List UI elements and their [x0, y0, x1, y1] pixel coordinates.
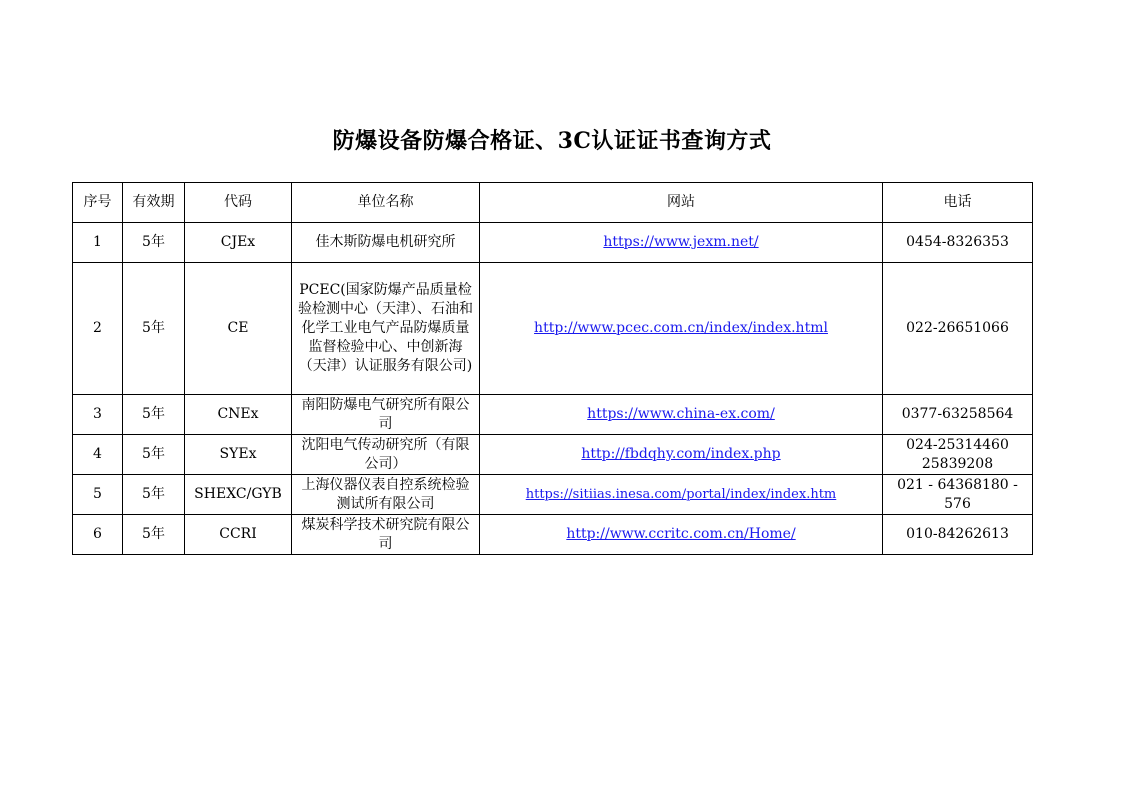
- row-no: 6: [73, 515, 123, 555]
- row-code: CCRI: [185, 515, 292, 555]
- row-unit: PCEC(国家防爆产品质量检验检测中心（天津）、石油和化学工业电气产品防爆质量监督检验中心、中创新海（天津）认证服务有限公司): [292, 263, 480, 395]
- website-link[interactable]: http://fbdqhy.com/index.php: [581, 446, 781, 462]
- page-title: 防爆设备防爆合格证、3C认证证书查询方式: [332, 128, 772, 154]
- table-header-row: [73, 183, 1033, 223]
- row-validity: 5年: [123, 475, 185, 515]
- row-validity: 5年: [123, 263, 185, 395]
- row-website: [480, 263, 883, 395]
- row-code: SYEx: [185, 435, 292, 475]
- row-website: [480, 395, 883, 435]
- row-website: [480, 515, 883, 555]
- header-phone: 电话: [883, 183, 1033, 223]
- row-phone: 010-84262613: [883, 515, 1033, 555]
- certificate-query-table: [72, 182, 1033, 555]
- row-no: 1: [73, 223, 123, 263]
- row-validity: 5年: [123, 435, 185, 475]
- header-no: 序号: [73, 183, 123, 223]
- row-unit: 煤炭科学技术研究院有限公司: [292, 515, 480, 555]
- row-no: 5: [73, 475, 123, 515]
- row-phone: 024-25314460 25839208: [883, 435, 1033, 475]
- row-website: [480, 223, 883, 263]
- row-unit: 南阳防爆电气研究所有限公司: [292, 395, 480, 435]
- row-phone: 021 - 64368180 - 576: [883, 475, 1033, 515]
- row-website: [480, 435, 883, 475]
- row-validity: 5年: [123, 515, 185, 555]
- row-code: CE: [185, 263, 292, 395]
- row-code: SHEXC/GYB: [185, 475, 292, 515]
- row-phone: 0377-63258564: [883, 395, 1033, 435]
- table-row: [73, 395, 1033, 435]
- row-code: CJEx: [185, 223, 292, 263]
- website-link[interactable]: https://www.jexm.net/: [603, 234, 759, 250]
- row-website: [480, 475, 883, 515]
- row-unit: 佳木斯防爆电机研究所: [292, 223, 480, 263]
- row-code: CNEx: [185, 395, 292, 435]
- row-phone: 022-26651066: [883, 263, 1033, 395]
- table-row: [73, 223, 1033, 263]
- table-row: [73, 263, 1033, 395]
- row-no: 2: [73, 263, 123, 395]
- row-validity: 5年: [123, 223, 185, 263]
- website-link[interactable]: http://www.ccritc.com.cn/Home/: [566, 526, 796, 542]
- website-link[interactable]: http://www.pcec.com.cn/index/index.html: [534, 320, 828, 336]
- header-code: 代码: [185, 183, 292, 223]
- row-phone: 0454-8326353: [883, 223, 1033, 263]
- website-link[interactable]: https://sitiias.inesa.com/portal/index/index.htm: [525, 487, 837, 502]
- table-row: [73, 435, 1033, 475]
- row-validity: 5年: [123, 395, 185, 435]
- table-row: [73, 475, 1033, 515]
- header-website: 网站: [480, 183, 883, 223]
- row-unit: 上海仪器仪表自控系统检验测试所有限公司: [292, 475, 480, 515]
- website-link[interactable]: https://www.china-ex.com/: [587, 406, 775, 422]
- row-no: 4: [73, 435, 123, 475]
- table-row: [73, 515, 1033, 555]
- row-unit: 沈阳电气传动研究所（有限公司）: [292, 435, 480, 475]
- row-no: 3: [73, 395, 123, 435]
- header-validity: 有效期: [123, 183, 185, 223]
- header-unit: 单位名称: [292, 183, 480, 223]
